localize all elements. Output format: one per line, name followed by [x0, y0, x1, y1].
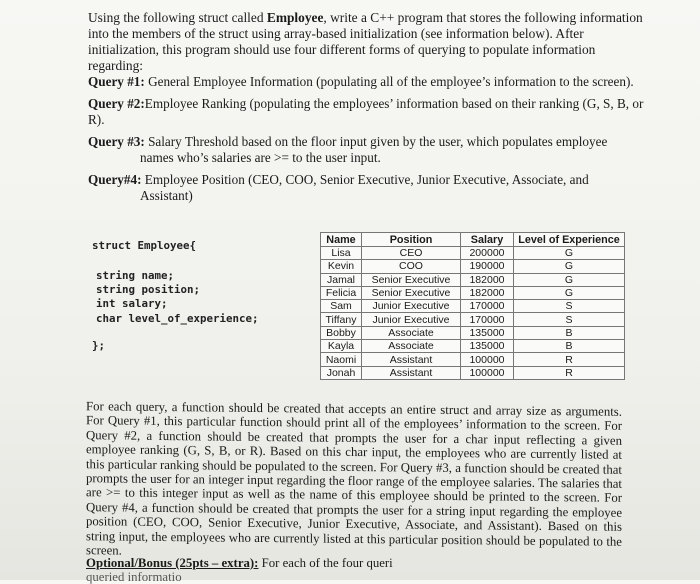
cell-position: Assistant	[362, 353, 461, 366]
cell-name: Felicia	[321, 286, 362, 299]
struct-name: Employee	[266, 10, 324, 25]
cell-salary: 170000	[461, 313, 514, 326]
intro-paragraph	[88, 10, 648, 74]
cell-salary: 190000	[461, 260, 514, 273]
query-2-label: Query #2:	[88, 96, 145, 111]
cell-salary: 170000	[461, 300, 514, 313]
code-line-name: string name;	[96, 269, 175, 282]
bonus-text: For each of the four queri	[258, 556, 393, 570]
code-line-position: string position;	[96, 283, 201, 296]
header-name: Name	[321, 233, 362, 247]
table-row	[321, 353, 625, 366]
cell-name: Jamal	[321, 273, 362, 286]
cell-level: B	[514, 340, 625, 353]
cell-position: Assistant	[362, 366, 461, 379]
table-row	[321, 340, 625, 353]
cell-position: Senior Executive	[362, 286, 461, 299]
code-line-struct: struct Employee{	[92, 239, 197, 252]
query-2-text: Employee Ranking (populating the employees’ information based on their ranking (G, S, B, or R).	[88, 96, 644, 127]
header-level: Level of Experience	[514, 233, 625, 247]
code-line-salary: int salary;	[96, 297, 168, 310]
query-4-text-cont: Assistant)	[140, 187, 193, 203]
cell-level: R	[514, 366, 625, 379]
query-2	[88, 96, 648, 127]
cell-name: Tiffany	[321, 313, 362, 326]
cell-position: Associate	[362, 326, 461, 339]
query-1-text: General Employee Information (populating all of the employee’s information to the screen).	[144, 74, 634, 89]
code-line-close: };	[92, 339, 106, 352]
bonus-text-cont: queried informatio	[86, 570, 182, 584]
header-salary: Salary	[461, 233, 514, 247]
query-1	[88, 74, 648, 90]
cell-level: B	[514, 326, 625, 339]
query-3-text-cont: names who’s salaries are >= to the user input.	[140, 149, 381, 165]
query-4-label: Query#4:	[88, 172, 142, 187]
cell-level: G	[514, 273, 625, 286]
cell-salary: 200000	[461, 247, 514, 260]
query-3-label: Query #3:	[88, 134, 145, 149]
cell-salary: 182000	[461, 286, 514, 299]
cell-level: S	[514, 300, 625, 313]
cell-salary: 100000	[461, 366, 514, 379]
cell-name: Kevin	[321, 260, 362, 273]
cell-name: Naomi	[321, 353, 362, 366]
cell-position: Junior Executive	[362, 313, 461, 326]
query-1-label: Query #1:	[88, 74, 145, 89]
cell-name: Lisa	[321, 247, 362, 260]
instructions-paragraph: For each query, a function should be created that accepts an entire struct and array size as arguments. For Query #1, this particular function should print all of the employees’ information to the screen. For Query #2, a function should be created that prompts the user for a char input reflecting a given employee ranking (G, S, B, or R). Based on this char input, the employees who are currently listed at this particular ranking should be populated to the screen. For Query #3, a function should be created that prompts the user for an integer input regarding the floor range of the employee salaries. The salaries that are >= to this integer input as well as the name of this employee should be printed to the screen. For Query #4, a function should be created that prompts the user for a string input regarding the employee position (CEO, COO, Senior Executive, Junior Executive, Associate, and Assistant). Based on this string input, the employees who are currently listed at this particular position should be populated to the screen.	[86, 399, 622, 558]
query-3	[88, 134, 648, 165]
table-row	[321, 326, 625, 339]
cell-salary: 182000	[461, 273, 514, 286]
table-row	[321, 260, 625, 273]
query-4-text: Employee Position (CEO, COO, Senior Executive, Junior Executive, Associate, and	[141, 172, 589, 187]
cell-position: COO	[362, 260, 461, 273]
bonus-label: Optional/Bonus (25pts – extra):	[86, 556, 259, 570]
cell-name: Kayla	[321, 340, 362, 353]
table-header-row	[321, 233, 625, 247]
cell-level: S	[514, 313, 625, 326]
table-row	[321, 273, 625, 286]
table-row	[321, 247, 625, 260]
cell-position: Senior Executive	[362, 273, 461, 286]
intro-text-1: Using the following struct called	[88, 10, 267, 25]
cell-position: Junior Executive	[362, 300, 461, 313]
cell-position: CEO	[362, 247, 461, 260]
intro-text-2: , write a C++ program that stores the following information into the members of the struct using array-based initialization (see information below). After initialization, this program should use four different forms of querying to populate information regarding:	[88, 10, 643, 73]
query-3-text: Salary Threshold based on the floor input given by the user, which populates employee	[144, 134, 608, 149]
cell-salary: 135000	[461, 340, 514, 353]
cell-name: Bobby	[321, 326, 362, 339]
header-position: Position	[362, 233, 461, 247]
query-4	[88, 172, 648, 203]
cell-position: Associate	[362, 340, 461, 353]
code-line-level: char level_of_experience;	[96, 312, 259, 325]
cell-level: G	[514, 260, 625, 273]
cell-level: G	[514, 286, 625, 299]
cell-level: R	[514, 353, 625, 366]
cell-level: G	[514, 247, 625, 260]
cell-name: Jonah	[321, 366, 362, 379]
employee-table	[320, 232, 625, 380]
table-row	[321, 286, 625, 299]
table-row	[321, 366, 625, 379]
cell-salary: 100000	[461, 353, 514, 366]
table-row	[321, 313, 625, 326]
cell-name: Sam	[321, 300, 362, 313]
table-row	[321, 300, 625, 313]
cell-salary: 135000	[461, 326, 514, 339]
